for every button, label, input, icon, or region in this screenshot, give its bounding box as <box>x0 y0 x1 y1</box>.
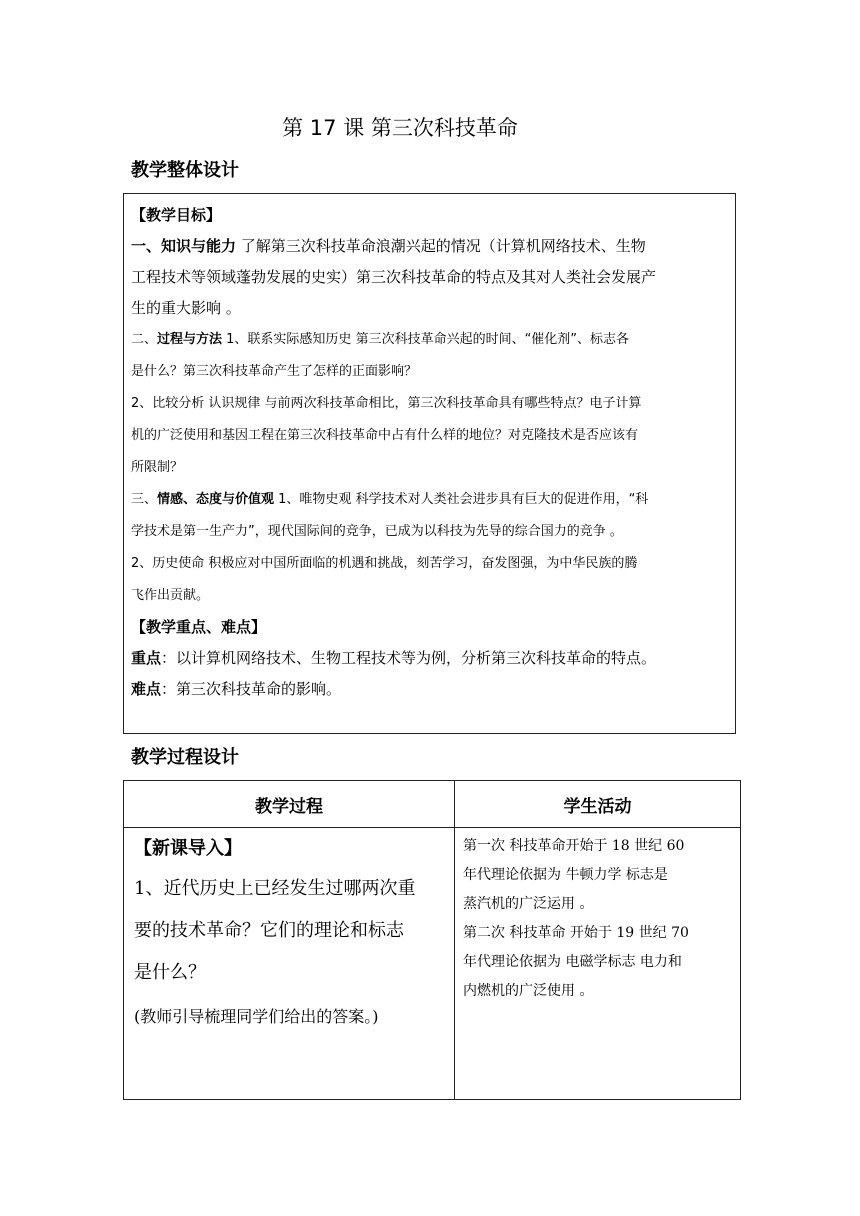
knowledge-ability-label: 一、知识与能力 <box>131 237 237 255</box>
page-title: 第 17 课 第三次科技革命 <box>282 116 518 140</box>
student-activity-cell <box>455 828 741 1100</box>
compare-analysis-line-2: 机的广泛使用和基因工程在第三次科技革命中占有什么样的地位？对克隆技术是否应该有 <box>131 428 639 443</box>
values-prefix: 三、 <box>131 492 158 507</box>
process-method-label: 过程与方法 <box>157 332 223 347</box>
question-line-1: 1、近代历史上已经发生过哪两次重 <box>134 878 416 899</box>
focus-text: ：以计算机网络技术、生物工程技术等为例，分析第三次科技革命的特点。 <box>161 649 657 667</box>
knowledge-ability-line-2: 工程技术等领域蓬勃发展的史实）第三次科技革命的特点及其对人类社会发展产 <box>131 268 657 286</box>
teaching-process-cell <box>124 828 455 1100</box>
second-revolution-line-1: 第二次 科技革命 开始于 19 世纪 70 <box>463 925 689 941</box>
second-revolution-line-3: 内燃机的广泛使用 。 <box>463 983 594 999</box>
second-revolution-line-2: 年代理论依据为 电磁学标志 电力和 <box>463 954 682 970</box>
teaching-goals-box <box>123 193 736 734</box>
section-heading-overall-design: 教学整体设计 <box>131 160 239 181</box>
difficulty-line <box>131 674 731 705</box>
teacher-note: (教师引导梳理同学们给出的答案。) <box>134 1007 379 1026</box>
difficulty-text: ：第三次科技革命的影响。 <box>161 680 342 698</box>
first-revolution-line-1: 第一次 科技革命开始于 18 世纪 60 <box>463 838 685 854</box>
compare-analysis-line-3: 所限制？ <box>131 460 184 475</box>
process-method-line-2: 是什么？第三次科技革命产生了怎样的正面影响？ <box>131 364 418 379</box>
question-line-2: 要的技术革命？它们的理论和标志 <box>134 920 404 941</box>
focus-line <box>131 643 731 674</box>
mission-line-1: 2、历史使命 积极应对中国所面临的机遇和挑战，刻苦学习，奋发图强，为中华民族的腾 <box>131 556 638 571</box>
focus-label: 重点 <box>131 649 162 667</box>
process-method-text-1: 1、联系实际感知历史 第三次科技革命兴起的时间、“催化剂”、标志各 <box>222 332 630 347</box>
values-label: 情感、态度与价值观 <box>157 492 275 507</box>
question-line-3: 是什么？ <box>134 962 206 983</box>
process-method-line-1 <box>131 324 731 356</box>
process-method-prefix: 二、 <box>131 332 158 347</box>
values-line-2: 学技术是第一生产力”，现代国际间的竞争，已成为以科技为先导的综合国力的竞争 。 <box>131 524 623 539</box>
column-header-teaching-process: 教学过程 <box>124 781 455 828</box>
difficulty-label: 难点 <box>131 680 162 698</box>
mission-line-2: 飞作出贡献。 <box>131 588 210 603</box>
column-header-student-activity: 学生活动 <box>455 781 741 828</box>
knowledge-ability-line-1 <box>131 231 731 262</box>
values-line-1 <box>131 484 731 516</box>
values-text-1: 1、唯物史观 科学技术对人类社会进步具有巨大的促进作用，“科 <box>274 492 649 507</box>
first-revolution-line-3: 蒸汽机的广泛运用 。 <box>463 896 594 912</box>
process-table <box>123 780 741 1100</box>
compare-analysis-line-1: 2、比较分析 认识规律 与前两次科技革命相比，第三次科技革命具有哪些特点？电子计算 <box>131 396 642 411</box>
knowledge-ability-line-3: 生的重大影响 。 <box>131 299 241 317</box>
table-row <box>124 828 741 1100</box>
knowledge-ability-text-1: 了解第三次科技革命浪潮兴起的情况（计算机网络技术、生物 <box>236 237 646 255</box>
goals-header: 【教学目标】 <box>131 206 222 224</box>
section-heading-process-design: 教学过程设计 <box>131 747 239 768</box>
focus-header: 【教学重点、难点】 <box>131 618 267 636</box>
table-header-row <box>124 781 741 828</box>
first-revolution-line-2: 年代理论依据为 牛顿力学 标志是 <box>463 867 668 883</box>
new-lesson-intro-title: 【新课导入】 <box>134 838 242 859</box>
